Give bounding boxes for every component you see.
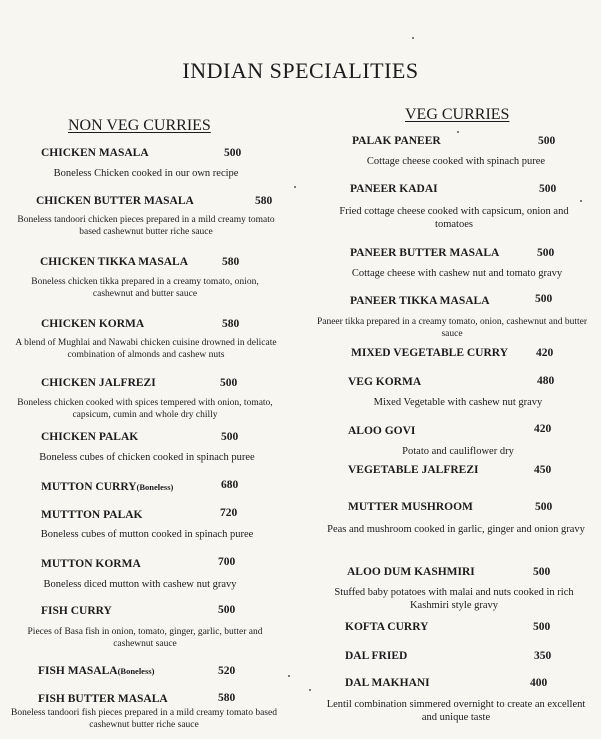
- item-chicken-palak-desc: Boneless cubes of chicken cooked in spinach puree: [39, 452, 255, 463]
- item-fish-butter-masala-price: 580: [218, 692, 236, 704]
- item-vegetable-jalfrezi-name: VEGETABLE JALFREZI: [348, 464, 479, 476]
- item-fish-curry-name: FISH CURRY: [41, 605, 112, 617]
- item-chicken-korma-desc: A blend of Mughlai and Nawabi chicken cuisine drowned in delicate combination of almonds and cashew nuts: [15, 338, 277, 360]
- item-mutton-curry-price: 680: [221, 479, 239, 491]
- item-paneer-butter-masala-name: PANEER BUTTER MASALA: [350, 247, 500, 259]
- item-chicken-masala-name: CHICKEN MASALA: [41, 147, 149, 159]
- item-paneer-butter-masala-desc: Cottage cheese with cashew nut and tomato gravy: [351, 268, 563, 279]
- print-speck: [309, 689, 311, 691]
- item-mutter-mushroom-name: MUTTER MUSHROOM: [348, 501, 473, 513]
- item-kofta-curry-price: 500: [533, 621, 551, 633]
- item-aloo-dum-kashmiri-name: ALOO DUM KASHMIRI: [347, 566, 475, 578]
- item-aloo-dum-kashmiri-price: 500: [533, 566, 551, 578]
- item-chicken-jalfrezi-price: 500: [220, 377, 238, 389]
- item-aloo-govi-price: 420: [534, 423, 552, 435]
- item-veg-korma-price: 480: [537, 375, 555, 387]
- item-paneer-kadai-desc: Fried cottage cheese cooked with capsicum, onion and tomatoes: [339, 206, 569, 230]
- item-aloo-govi-name: ALOO GOVI: [348, 425, 416, 437]
- item-chicken-butter-masala-price: 580: [255, 195, 273, 207]
- item-muttton-palak-desc: Boneless cubes of mutton cooked in spinach puree: [40, 529, 254, 540]
- item-paneer-tikka-masala-name: PANEER TIKKA MASALA: [350, 295, 490, 307]
- item-dal-fried-price: 350: [534, 650, 552, 662]
- item-chicken-korma-name: CHICKEN KORMA: [41, 318, 145, 330]
- item-dal-makhani-desc: Lentil combination simmered overnight to create an excellent and unique taste: [326, 699, 586, 723]
- item-aloo-govi-desc: Potato and cauliflower dry: [402, 446, 514, 457]
- print-speck: [457, 131, 459, 133]
- item-chicken-palak-name: CHICKEN PALAK: [41, 431, 139, 443]
- item-paneer-kadai-price: 500: [539, 183, 557, 195]
- item-mutter-mushroom-price: 500: [535, 501, 553, 513]
- item-mixed-vegetable-curry-name: MIXED VEGETABLE CURRY: [351, 347, 508, 359]
- print-speck: [294, 186, 296, 188]
- item-chicken-korma-price: 580: [222, 318, 240, 330]
- item-mutton-curry-name: MUTTON CURRY(Boneless): [41, 481, 174, 493]
- item-mixed-vegetable-curry-price: 420: [536, 347, 554, 359]
- item-chicken-jalfrezi-name: CHICKEN JALFREZI: [41, 377, 156, 389]
- item-fish-curry-price: 500: [218, 604, 236, 616]
- item-palak-paneer-desc: Cottage cheese cooked with spinach puree: [366, 156, 546, 167]
- print-speck: [412, 37, 414, 39]
- item-muttton-palak-name: MUTTTON PALAK: [41, 509, 143, 521]
- item-kofta-curry-name: KOFTA CURRY: [345, 621, 429, 633]
- item-chicken-masala-desc: Boneless Chicken cooked in our own recipe: [53, 168, 239, 179]
- item-dal-fried-name: DAL FRIED: [345, 650, 408, 662]
- item-chicken-tikka-masala-desc: Boneless chicken tikka prepared in a creamy tomato, onion, cashewnut and butter sauce: [31, 277, 259, 299]
- item-paneer-butter-masala-price: 500: [537, 247, 555, 259]
- item-chicken-butter-masala-desc: Boneless tandoori chicken pieces prepared in a mild creamy tomato based cashewnut butter riche sauce: [17, 215, 275, 237]
- item-vegetable-jalfrezi-price: 450: [534, 464, 552, 476]
- veg-heading: VEG CURRIES: [405, 106, 510, 123]
- non-veg-heading: NON VEG CURRIES: [68, 117, 211, 134]
- item-chicken-tikka-masala-name: CHICKEN TIKKA MASALA: [40, 256, 189, 268]
- item-palak-paneer-price: 500: [538, 135, 556, 147]
- item-chicken-jalfrezi-desc: Boneless chicken cooked with spices tempered with onion, tomato, capsicum, cumin and whole dry chilly: [17, 398, 273, 420]
- item-veg-korma-name: VEG KORMA: [348, 376, 422, 388]
- item-paneer-tikka-masala-price: 500: [535, 293, 553, 305]
- item-paneer-kadai-name: PANEER KADAI: [350, 183, 438, 195]
- item-chicken-tikka-masala-price: 580: [222, 256, 240, 268]
- item-dal-makhani-price: 400: [530, 677, 548, 689]
- page-title: INDIAN SPECIALITIES: [182, 58, 419, 83]
- item-fish-masala-name: FISH MASALA(Boneless): [38, 665, 155, 677]
- item-fish-masala-price: 520: [218, 665, 236, 677]
- item-mutton-korma-name: MUTTON KORMA: [41, 558, 141, 570]
- item-dal-makhani-name: DAL MAKHANI: [345, 677, 430, 689]
- item-chicken-masala-price: 500: [224, 147, 242, 159]
- print-speck: [288, 675, 290, 677]
- item-fish-curry-desc: Pieces of Basa fish in onion, tomato, ginger, garlic, butter and cashewnut sauce: [27, 627, 263, 649]
- item-palak-paneer-name: PALAK PANEER: [352, 135, 441, 147]
- item-fish-butter-masala-name: FISH BUTTER MASALA: [38, 693, 168, 705]
- item-mutton-korma-price: 700: [218, 556, 236, 568]
- item-paneer-tikka-masala-desc: Paneer tikka prepared in a creamy tomato, onion, cashewnut and butter sauce: [316, 317, 588, 339]
- item-aloo-dum-kashmiri-desc: Stuffed baby potatoes with malai and nuts cooked in rich Kashmiri style gravy: [334, 587, 574, 611]
- item-muttton-palak-price: 720: [220, 507, 238, 519]
- item-mutton-korma-desc: Boneless diced mutton with cashew nut gravy: [43, 579, 237, 590]
- print-speck: [580, 200, 582, 202]
- item-mutter-mushroom-desc: Peas and mushroom cooked in garlic, ginger and onion gravy: [327, 524, 585, 535]
- item-chicken-butter-masala-name: CHICKEN BUTTER MASALA: [36, 195, 194, 207]
- item-veg-korma-desc: Mixed Vegetable with cashew nut gravy: [373, 397, 543, 408]
- item-fish-butter-masala-desc: Boneless tandoori fish pieces prepared in a mild creamy tomato based cashewnut butter riche sauce: [11, 708, 277, 730]
- item-chicken-palak-price: 500: [221, 431, 239, 443]
